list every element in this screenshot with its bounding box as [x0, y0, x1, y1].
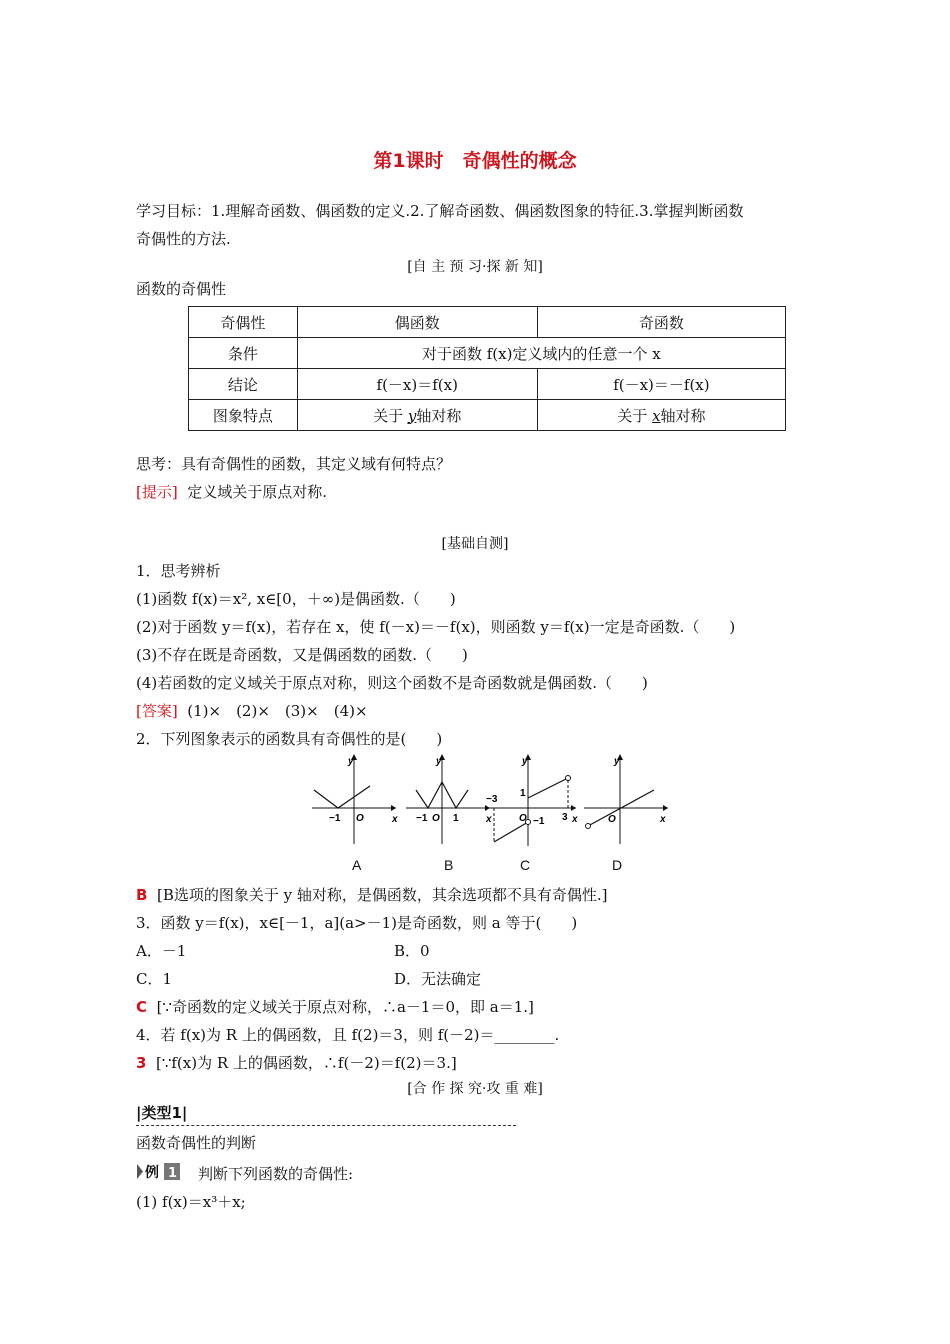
table-row [189, 307, 786, 338]
graph-label-c: C [520, 857, 531, 873]
graph-label-a: A [352, 857, 362, 873]
tick-label: −1 [416, 813, 428, 824]
graph-label-d: D [612, 857, 623, 873]
q4-answer [136, 1052, 457, 1073]
x-label: x [660, 814, 666, 825]
x-label: x [486, 814, 492, 825]
table-cell [297, 400, 537, 431]
type-subtitle: 函数奇偶性的判断 [136, 1134, 257, 1152]
q4-title: 4．若 f(x)为 R 上的偶函数，且 f(2)＝3，则 f(－2)＝________. [136, 1026, 560, 1044]
y-label: y [348, 756, 354, 767]
table-header: 奇偶性 [189, 307, 298, 338]
axis-name: x [652, 406, 661, 425]
table-cell: 条件 [189, 338, 298, 369]
q1-item: (1)函数 f(x)＝x², x∈[0，＋∞)是偶函数.（ ) [136, 590, 456, 608]
table-cell: f(－x)＝f(x) [297, 369, 537, 400]
origin-label: O [432, 813, 440, 824]
page-title: 第1课时 奇偶性的概念 [373, 150, 577, 172]
graph-line [494, 822, 528, 842]
example-number: 1 [168, 1166, 178, 1181]
answer-tag: [答案] [136, 702, 178, 720]
learning-goals-line2: 奇偶性的方法. [136, 230, 231, 248]
graph-d [580, 752, 674, 848]
tick-label: 3 [562, 812, 568, 823]
cell-text: 关于 [373, 406, 408, 425]
y-label: y [436, 756, 442, 767]
table-cell [537, 400, 785, 431]
table-row [189, 369, 786, 400]
table-row [189, 400, 786, 431]
table-header: 偶函数 [297, 307, 537, 338]
q2-title: 2．下列图象表示的函数具有奇偶性的是( ) [136, 730, 443, 748]
origin-label: O [608, 814, 616, 825]
answer-letter: C [136, 998, 148, 1016]
tick-label: 1 [453, 813, 459, 824]
axis-name: y [407, 406, 417, 425]
q3-title: 3．函数 y＝f(x)，x∈[－1，a](a>－1)是奇函数，则 a 等于( ) [136, 914, 578, 932]
graph-line [314, 786, 370, 808]
topic-title: 函数的奇偶性 [136, 280, 227, 298]
answer-text: (1)× (2)× (3)× (4)× [187, 702, 368, 720]
q1-answer [136, 700, 368, 721]
section-header-explore: [合 作 探 究·攻 重 难] [407, 1081, 543, 1097]
q1-item: (4)若函数的定义域关于原点对称，则这个函数不是奇函数就是偶函数.（ ) [136, 674, 648, 692]
cell-text: 关于 [617, 406, 653, 425]
table-header: 奇函数 [537, 307, 785, 338]
q3-option: D．无法确定 [394, 970, 482, 988]
origin-label: O [519, 813, 527, 824]
graph-a [308, 752, 402, 848]
q2-answer [136, 884, 608, 905]
example-label: 例 [145, 1165, 159, 1181]
tick-label: 1 [520, 788, 526, 799]
section-header-selftest: [基础自测] [441, 536, 509, 552]
parity-table [188, 306, 786, 431]
origin-label: O [356, 813, 364, 824]
example-badge [137, 1162, 181, 1181]
open-point [566, 776, 571, 781]
type-label: |类型1| [136, 1104, 188, 1122]
hint-tag: [提示] [136, 483, 178, 501]
think-hint [136, 481, 327, 502]
cell-text: 轴对称 [660, 406, 706, 425]
think-question: 思考：具有奇偶性的函数，其定义域有何特点？ [136, 455, 452, 473]
tick-label: −1 [329, 813, 341, 824]
cell-text: 轴对称 [416, 406, 462, 425]
table-cell: 对于函数 f(x)定义域内的任意一个 x [297, 338, 785, 369]
q3-option: B．0 [394, 942, 430, 960]
answer-letter: B [136, 886, 148, 904]
table-cell: f(－x)＝－f(x) [537, 369, 785, 400]
y-label: y [522, 756, 528, 767]
open-point [586, 824, 591, 829]
q1-item: (3)不存在既是奇函数，又是偶函数的函数.（ ) [136, 646, 468, 664]
answer-text: [∵奇函数的定义域关于原点对称，∴a－1＝0，即 a＝1.] [156, 998, 534, 1016]
example-text: 判断下列函数的奇偶性: [198, 1165, 354, 1183]
table-row [189, 338, 786, 369]
q3-answer [136, 996, 534, 1017]
divider [136, 1125, 516, 1126]
q3-option: C．1 [136, 970, 173, 988]
example-item: (1) f(x)＝x³＋x; [136, 1193, 246, 1211]
graph-line [528, 778, 568, 798]
answer-text: [∵f(x)为 R 上的偶函数，∴f(－2)＝f(2)＝3.] [155, 1054, 457, 1072]
table-cell: 图象特点 [189, 400, 298, 431]
section-header-preview: [自 主 预 习·探 新 知] [407, 259, 543, 275]
answer-letter: 3 [136, 1054, 147, 1072]
q1-item: (2)对于函数 y＝f(x)，若存在 x，使 f(－x)＝－f(x)，则函数 y＝f(x)一定是奇函数.（ ) [136, 618, 736, 636]
graph-c [482, 752, 580, 848]
x-label: x [572, 814, 578, 825]
answer-text: [B选项的图象关于 y 轴对称，是偶函数，其余选项都不具有奇偶性.] [156, 886, 608, 904]
tick-label: −1 [533, 816, 545, 827]
tick-label: −3 [486, 794, 498, 805]
type-label-text: 类型1 [141, 1104, 182, 1122]
table-cell: 结论 [189, 369, 298, 400]
q1-title: 1．思考辨析 [136, 562, 221, 580]
learning-goals-line1: 学习目标：1.理解奇函数、偶函数的定义.2.了解奇函数、偶函数图象的特征.3.掌握判断函数 [136, 202, 744, 220]
q3-option: A．－1 [136, 942, 187, 960]
hint-text: 定义域关于原点对称. [187, 483, 328, 501]
graph-label-b: B [444, 857, 454, 873]
x-label: x [392, 814, 398, 825]
y-label: y [614, 756, 620, 767]
